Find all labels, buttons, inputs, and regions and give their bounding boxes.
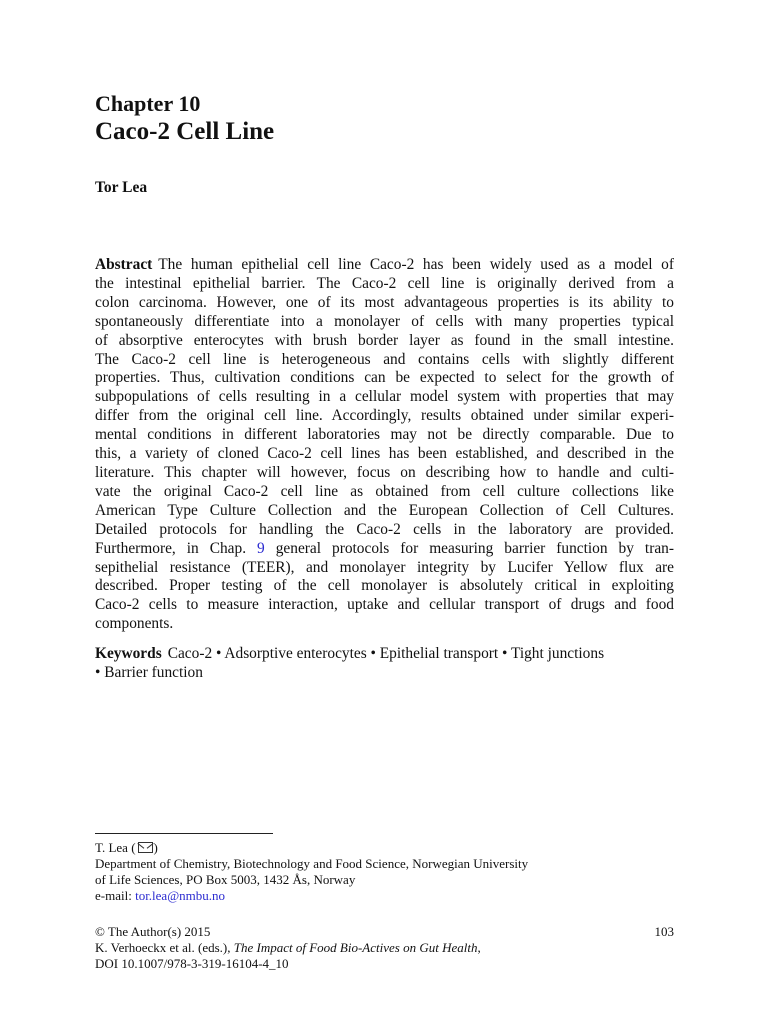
affiliation-line: Department of Chemistry, Biotechnology and Food Science, Norwegian University bbox=[95, 856, 529, 871]
editors: K. Verhoeckx et al. (eds.), bbox=[95, 940, 234, 955]
abstract-line: The Caco-2 cell line is heterogeneous and contains cells with slightly different bbox=[95, 350, 674, 368]
abstract-line: this, a variety of cloned Caco-2 cell lines has been established, and described in the bbox=[95, 445, 674, 463]
keywords-line bbox=[95, 645, 674, 664]
author-name: Tor Lea bbox=[95, 179, 148, 196]
paren-close: ) bbox=[153, 840, 158, 855]
author-short-name: T. Lea ( bbox=[95, 840, 136, 855]
chapter-link[interactable]: 9 bbox=[257, 539, 265, 557]
chapter-number: Chapter 10 bbox=[95, 91, 201, 116]
page-number: 103 bbox=[654, 924, 674, 939]
keywords-label: Keywords bbox=[95, 645, 162, 662]
book-citation bbox=[95, 940, 674, 956]
book-title: The Impact of Food Bio-Actives on Gut Health bbox=[233, 940, 478, 955]
abstract-line: spontaneously differentiate into a monolayer of cells with many properties typical bbox=[95, 312, 674, 330]
abstract-line: mental conditions in different laboratories may not be directly comparable. Due to bbox=[95, 426, 674, 444]
citation-punct: , bbox=[477, 940, 481, 955]
abstract-line: sepithelial resistance (TEER), and monolayer integrity by Lucifer Yellow flux are bbox=[95, 558, 674, 576]
email-link[interactable]: tor.lea@nmbu.no bbox=[135, 888, 226, 903]
abstract-line: differ from the original cell line. Accordingly, results obtained under similar experi- bbox=[95, 407, 674, 425]
abstract-line: colon carcinoma. However, one of its most advantageous properties is its ability to bbox=[95, 293, 674, 311]
keywords-list: Caco-2 • Adsorptive enterocytes • Epithelial transport • Tight junctions bbox=[167, 645, 605, 662]
abstract-line bbox=[95, 540, 674, 559]
abstract-line: literature. This chapter will however, focus on describing how to handle and culti- bbox=[95, 463, 674, 481]
abstract-line: Caco-2 cells to measure interaction, uptake and cellular transport of drugs and food bbox=[95, 596, 674, 614]
abstract bbox=[95, 256, 674, 634]
copyright: © The Author(s) 2015 bbox=[95, 924, 211, 939]
abstract-line: components. bbox=[95, 615, 174, 633]
abstract-line: properties. Thus, cultivation conditions can be expected to select for the growth of bbox=[95, 369, 674, 387]
author-footnote bbox=[95, 840, 595, 904]
email-label: e-mail: bbox=[95, 888, 136, 903]
abstract-text: Furthermore, in Chap. bbox=[95, 539, 247, 557]
abstract-text: The human epithelial cell line Caco-2 has been widely used as a model of bbox=[158, 256, 674, 273]
abstract-line: vate the original Caco-2 cell line as obtained from cell culture collections like bbox=[95, 482, 674, 500]
abstract-line bbox=[95, 256, 674, 275]
abstract-text: general protocols for measuring barrier function by tran- bbox=[275, 539, 674, 557]
corresponding-author bbox=[95, 840, 595, 856]
abstract-line: of absorptive enterocytes with brush border layer as found in the small intestine. bbox=[95, 331, 674, 349]
publication-info bbox=[95, 924, 674, 972]
doi: DOI 10.1007/978-3-319-16104-4_10 bbox=[95, 956, 289, 971]
footnote-divider bbox=[95, 833, 273, 834]
envelope-icon bbox=[138, 842, 153, 853]
abstract-line: the intestinal epithelial barrier. The Caco-2 cell line is originally derived from a bbox=[95, 274, 674, 292]
abstract-line: subpopulations of cells resulting in a cellular model system with properties that may bbox=[95, 388, 674, 406]
chapter-title: Caco-2 Cell Line bbox=[95, 118, 275, 145]
abstract-line: Detailed protocols for handling the Caco-2 cells in the laboratory are provided. bbox=[95, 520, 674, 538]
keywords-line: • Barrier function bbox=[95, 663, 203, 681]
email-line bbox=[95, 888, 595, 904]
abstract-line: American Type Culture Collection and the European Collection of Cell Cultures. bbox=[95, 501, 674, 519]
affiliation-line: of Life Sciences, PO Box 5003, 1432 Ås, Norway bbox=[95, 872, 356, 887]
abstract-line: described. Proper testing of the cell monolayer is absolutely critical in exploiting bbox=[95, 577, 674, 595]
abstract-label: Abstract bbox=[95, 256, 153, 273]
keywords bbox=[95, 645, 674, 683]
